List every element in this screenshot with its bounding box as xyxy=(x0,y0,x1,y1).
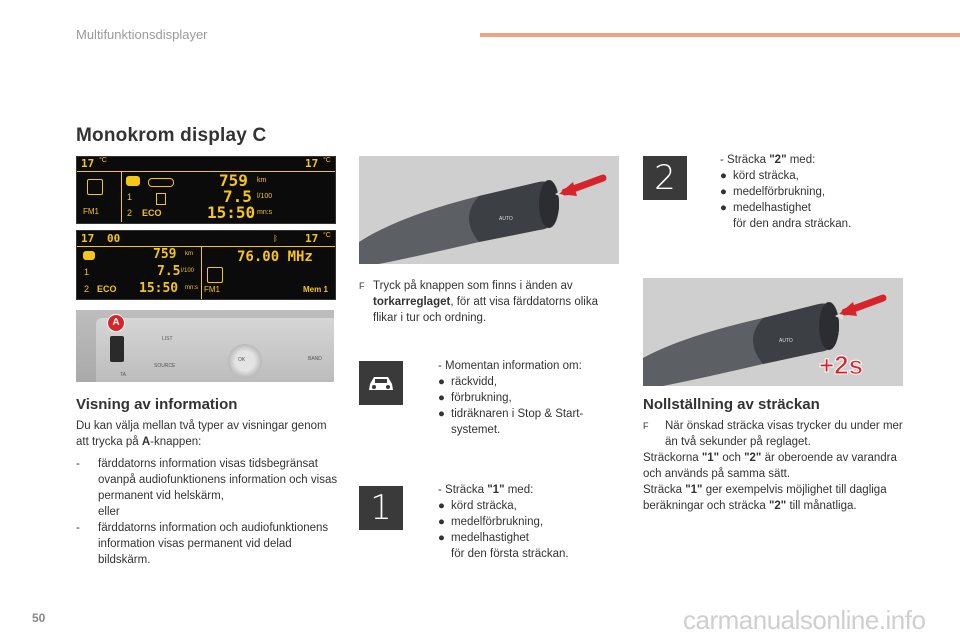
trip1-lead xyxy=(438,482,618,498)
bullet-dot: ● xyxy=(438,392,445,404)
page-number: 50 xyxy=(32,611,46,625)
trip2-block xyxy=(720,152,900,232)
trip1-tail: för den första sträckan. xyxy=(451,548,569,560)
trip1-block xyxy=(438,482,618,562)
reset-instruction-text: När önskad sträcka visas trycker du under mer än två sekunder på reglaget. xyxy=(665,420,903,448)
para-text: och xyxy=(719,452,745,464)
item-text: färddatorns information visas tidsbegränsat ovanpå audiofunktionens information och visas permanent vid helskärm, xyxy=(98,458,338,502)
item-dash: - xyxy=(76,522,80,534)
display-left-temp-unit: °C xyxy=(99,157,107,164)
display-types-list xyxy=(76,456,338,568)
para-bold: "2" xyxy=(744,452,762,464)
bullet-dot: ● xyxy=(438,516,445,528)
display2-tab1: 1 xyxy=(84,267,90,277)
plus-two-seconds: +2s xyxy=(819,350,864,380)
item-text: körd sträcka, xyxy=(733,170,799,182)
para-text: Sträcka xyxy=(643,484,686,496)
list-item xyxy=(720,184,900,200)
item-text: körd sträcka, xyxy=(451,500,517,512)
list-item xyxy=(438,498,618,514)
car-icon xyxy=(83,251,95,260)
display-row1-value: 759 xyxy=(219,171,248,190)
instant-lead xyxy=(438,358,618,374)
reset-instruction xyxy=(643,418,905,450)
bullet-dot: ● xyxy=(720,170,727,182)
display2-row3-unit: mn:s xyxy=(185,285,199,291)
para-text: Sträckorna xyxy=(643,452,702,464)
bullet-dot: ● xyxy=(438,500,445,512)
display2-clock: 00 xyxy=(107,232,121,245)
trip2-icon-digit: 2 xyxy=(654,158,676,198)
item-text: färddatorns information och audiofunktionens information visas permanent vid delad bildskärm. xyxy=(98,522,329,566)
item-text: eller xyxy=(98,506,120,518)
display-tab-panel xyxy=(121,172,206,222)
item-text: medelhastighet xyxy=(733,202,811,214)
trip2-tail: för den andra sträckan. xyxy=(733,218,852,230)
list-item xyxy=(438,514,618,530)
press-instruction xyxy=(359,278,621,326)
lead-dash: - xyxy=(438,484,446,496)
para-bold: "1" xyxy=(701,452,720,464)
press-text-2: , för att visa färddatorns olika flikar i tur och ordning. xyxy=(373,296,598,324)
press-text-1: Tryck på knappen som finns i änden av xyxy=(373,280,573,292)
section-heading-reset: Nollställning av sträckan xyxy=(643,396,820,413)
header-accent-bar xyxy=(480,33,960,37)
lead-dash: - xyxy=(720,154,728,166)
display2-mem: Mem 1 xyxy=(303,285,328,294)
press-text-bold: torkarreglaget xyxy=(373,296,451,308)
reset-stalk-photo xyxy=(643,278,903,386)
instant-lead-text: Momentan information om: xyxy=(445,360,582,372)
display-row2-unit: l/100 xyxy=(257,193,273,200)
bullet-dot: ● xyxy=(720,202,727,214)
display-left-temp: 17 xyxy=(81,157,95,170)
trip1-lead-1: Sträcka xyxy=(445,484,488,496)
list-item xyxy=(76,520,338,568)
display2-row1-value: 759 xyxy=(153,247,177,262)
intro-button-a: A xyxy=(141,436,151,448)
display2-row1-unit: km xyxy=(185,251,193,257)
list-item xyxy=(720,200,900,216)
wiper-stalk-photo xyxy=(359,156,619,264)
radio-icon xyxy=(87,179,103,195)
trip1-list xyxy=(438,498,618,546)
display2-row2-value: 7.5 xyxy=(157,264,181,279)
display2-right-temp-unit: °C xyxy=(323,232,331,239)
display-row3-value: 15:50 xyxy=(207,203,256,222)
watermark: carmanualsonline.info xyxy=(683,605,926,635)
instruction-bullet: F xyxy=(359,281,365,291)
list-item xyxy=(76,504,338,520)
trip1-lead-bold: "1" xyxy=(487,484,505,496)
para-bold: "2" xyxy=(768,500,787,512)
display2-row2-unit: l/100 xyxy=(181,268,195,274)
display-row3-unit: mn:s xyxy=(257,209,273,216)
list-button-label: LIST xyxy=(162,336,173,342)
display2-right-temp: 17 xyxy=(305,232,319,245)
button-a-marker: A xyxy=(107,314,125,332)
list-item xyxy=(438,390,618,406)
para-bold: "1" xyxy=(685,484,703,496)
item-text: räckvidd, xyxy=(451,376,498,388)
para-text: till månatliga. xyxy=(786,500,857,512)
display-right-temp: 17 xyxy=(305,157,319,170)
console-photo xyxy=(76,310,334,382)
bullet-dot: ● xyxy=(438,408,445,420)
press-instruction-text xyxy=(359,278,621,326)
para-text: ger exempelvis möjlighet till dagliga beräkningar och sträcka xyxy=(643,484,887,512)
item-text: medelförbrukning, xyxy=(451,516,544,528)
trip2-lead-1: Sträcka xyxy=(727,154,770,166)
item-dash: - xyxy=(76,458,80,470)
trip2-tab-icon xyxy=(643,156,687,200)
car-tab-icon xyxy=(359,361,403,405)
display-tab2: 2 xyxy=(127,208,133,218)
trip1-lead-2: med: xyxy=(504,484,534,496)
trip2-lead-2: med: xyxy=(786,154,816,166)
trip1-tab-icon xyxy=(359,486,403,530)
display2-left-temp: 17 xyxy=(81,232,95,245)
display-image-split xyxy=(76,230,336,300)
display2-row3-value: 15:50 xyxy=(139,281,179,296)
svg-text:AUTO: AUTO xyxy=(499,216,513,222)
display-image-fullscreen xyxy=(76,156,336,224)
fuel-car-icon xyxy=(148,178,174,187)
list-item xyxy=(76,456,338,504)
item-text: förbrukning, xyxy=(451,392,512,404)
trip2-lead-bold: "2" xyxy=(769,154,787,166)
radio-icon xyxy=(207,267,223,283)
instant-list xyxy=(438,374,618,438)
console-panel xyxy=(96,318,334,382)
section-heading-display: Visning av information xyxy=(76,396,238,413)
display-top-rule xyxy=(77,171,335,172)
bullet-dot: ● xyxy=(438,376,445,388)
display-row2-value: 7.5 xyxy=(223,187,252,206)
car-icon xyxy=(126,176,140,186)
list-item xyxy=(438,406,618,438)
display-eco: ECO xyxy=(142,208,162,218)
bullet-dot: ● xyxy=(438,532,445,544)
lead-dash: - xyxy=(438,360,446,372)
usage-paragraph xyxy=(643,482,905,514)
bluetooth-icon: ᛒ xyxy=(273,234,278,243)
section-title: Multifunktionsdisplayer xyxy=(76,27,208,42)
display-right-temp-unit: °C xyxy=(323,157,331,164)
page-title: Monokrom display C xyxy=(76,125,267,146)
display2-tab2: 2 xyxy=(84,284,90,294)
display2-fm: FM1 xyxy=(204,285,220,294)
para-text: är oberoende av varandra och används på samma sätt. xyxy=(643,452,897,480)
ok-label: OK xyxy=(238,357,246,363)
intro-text-2: -knappen: xyxy=(150,436,202,448)
display2-eco: ECO xyxy=(97,284,117,294)
reset-stalk-illustration xyxy=(643,278,903,386)
trip2-lead xyxy=(720,152,900,168)
svg-text:AUTO: AUTO xyxy=(779,338,793,344)
car-icon xyxy=(367,374,395,392)
list-item xyxy=(438,530,618,546)
instant-info-block xyxy=(438,358,618,438)
wiper-stalk-illustration xyxy=(359,156,619,264)
instruction-bullet: F xyxy=(643,421,649,431)
independence-paragraph xyxy=(643,450,905,482)
intro-paragraph xyxy=(76,418,338,450)
list-item xyxy=(720,168,900,184)
display-tab1: 1 xyxy=(127,192,133,202)
trip1-icon-digit: 1 xyxy=(370,488,392,528)
display-fm: FM1 xyxy=(83,207,99,216)
source-button-label: SOURCE xyxy=(154,363,176,369)
display2-frequency: 76.00 MHz xyxy=(237,249,313,265)
list-item xyxy=(438,374,618,390)
pump-icon xyxy=(156,193,166,205)
trip2-list xyxy=(720,168,900,216)
band-button-label: BAND xyxy=(308,356,322,362)
bullet-dot: ● xyxy=(720,186,727,198)
ta-button-label: TA xyxy=(120,372,127,378)
button-a xyxy=(110,336,124,362)
item-text: medelhastighet xyxy=(451,532,529,544)
display2-tab-panel xyxy=(77,247,202,299)
intro-text-1: Du kan välja mellan två typer av visningar genom att trycka på xyxy=(76,420,327,448)
display-row1-unit: km xyxy=(257,177,267,184)
item-text: medelförbrukning, xyxy=(733,186,826,198)
item-text: tidräknaren i Stop & Start-systemet. xyxy=(451,408,584,436)
